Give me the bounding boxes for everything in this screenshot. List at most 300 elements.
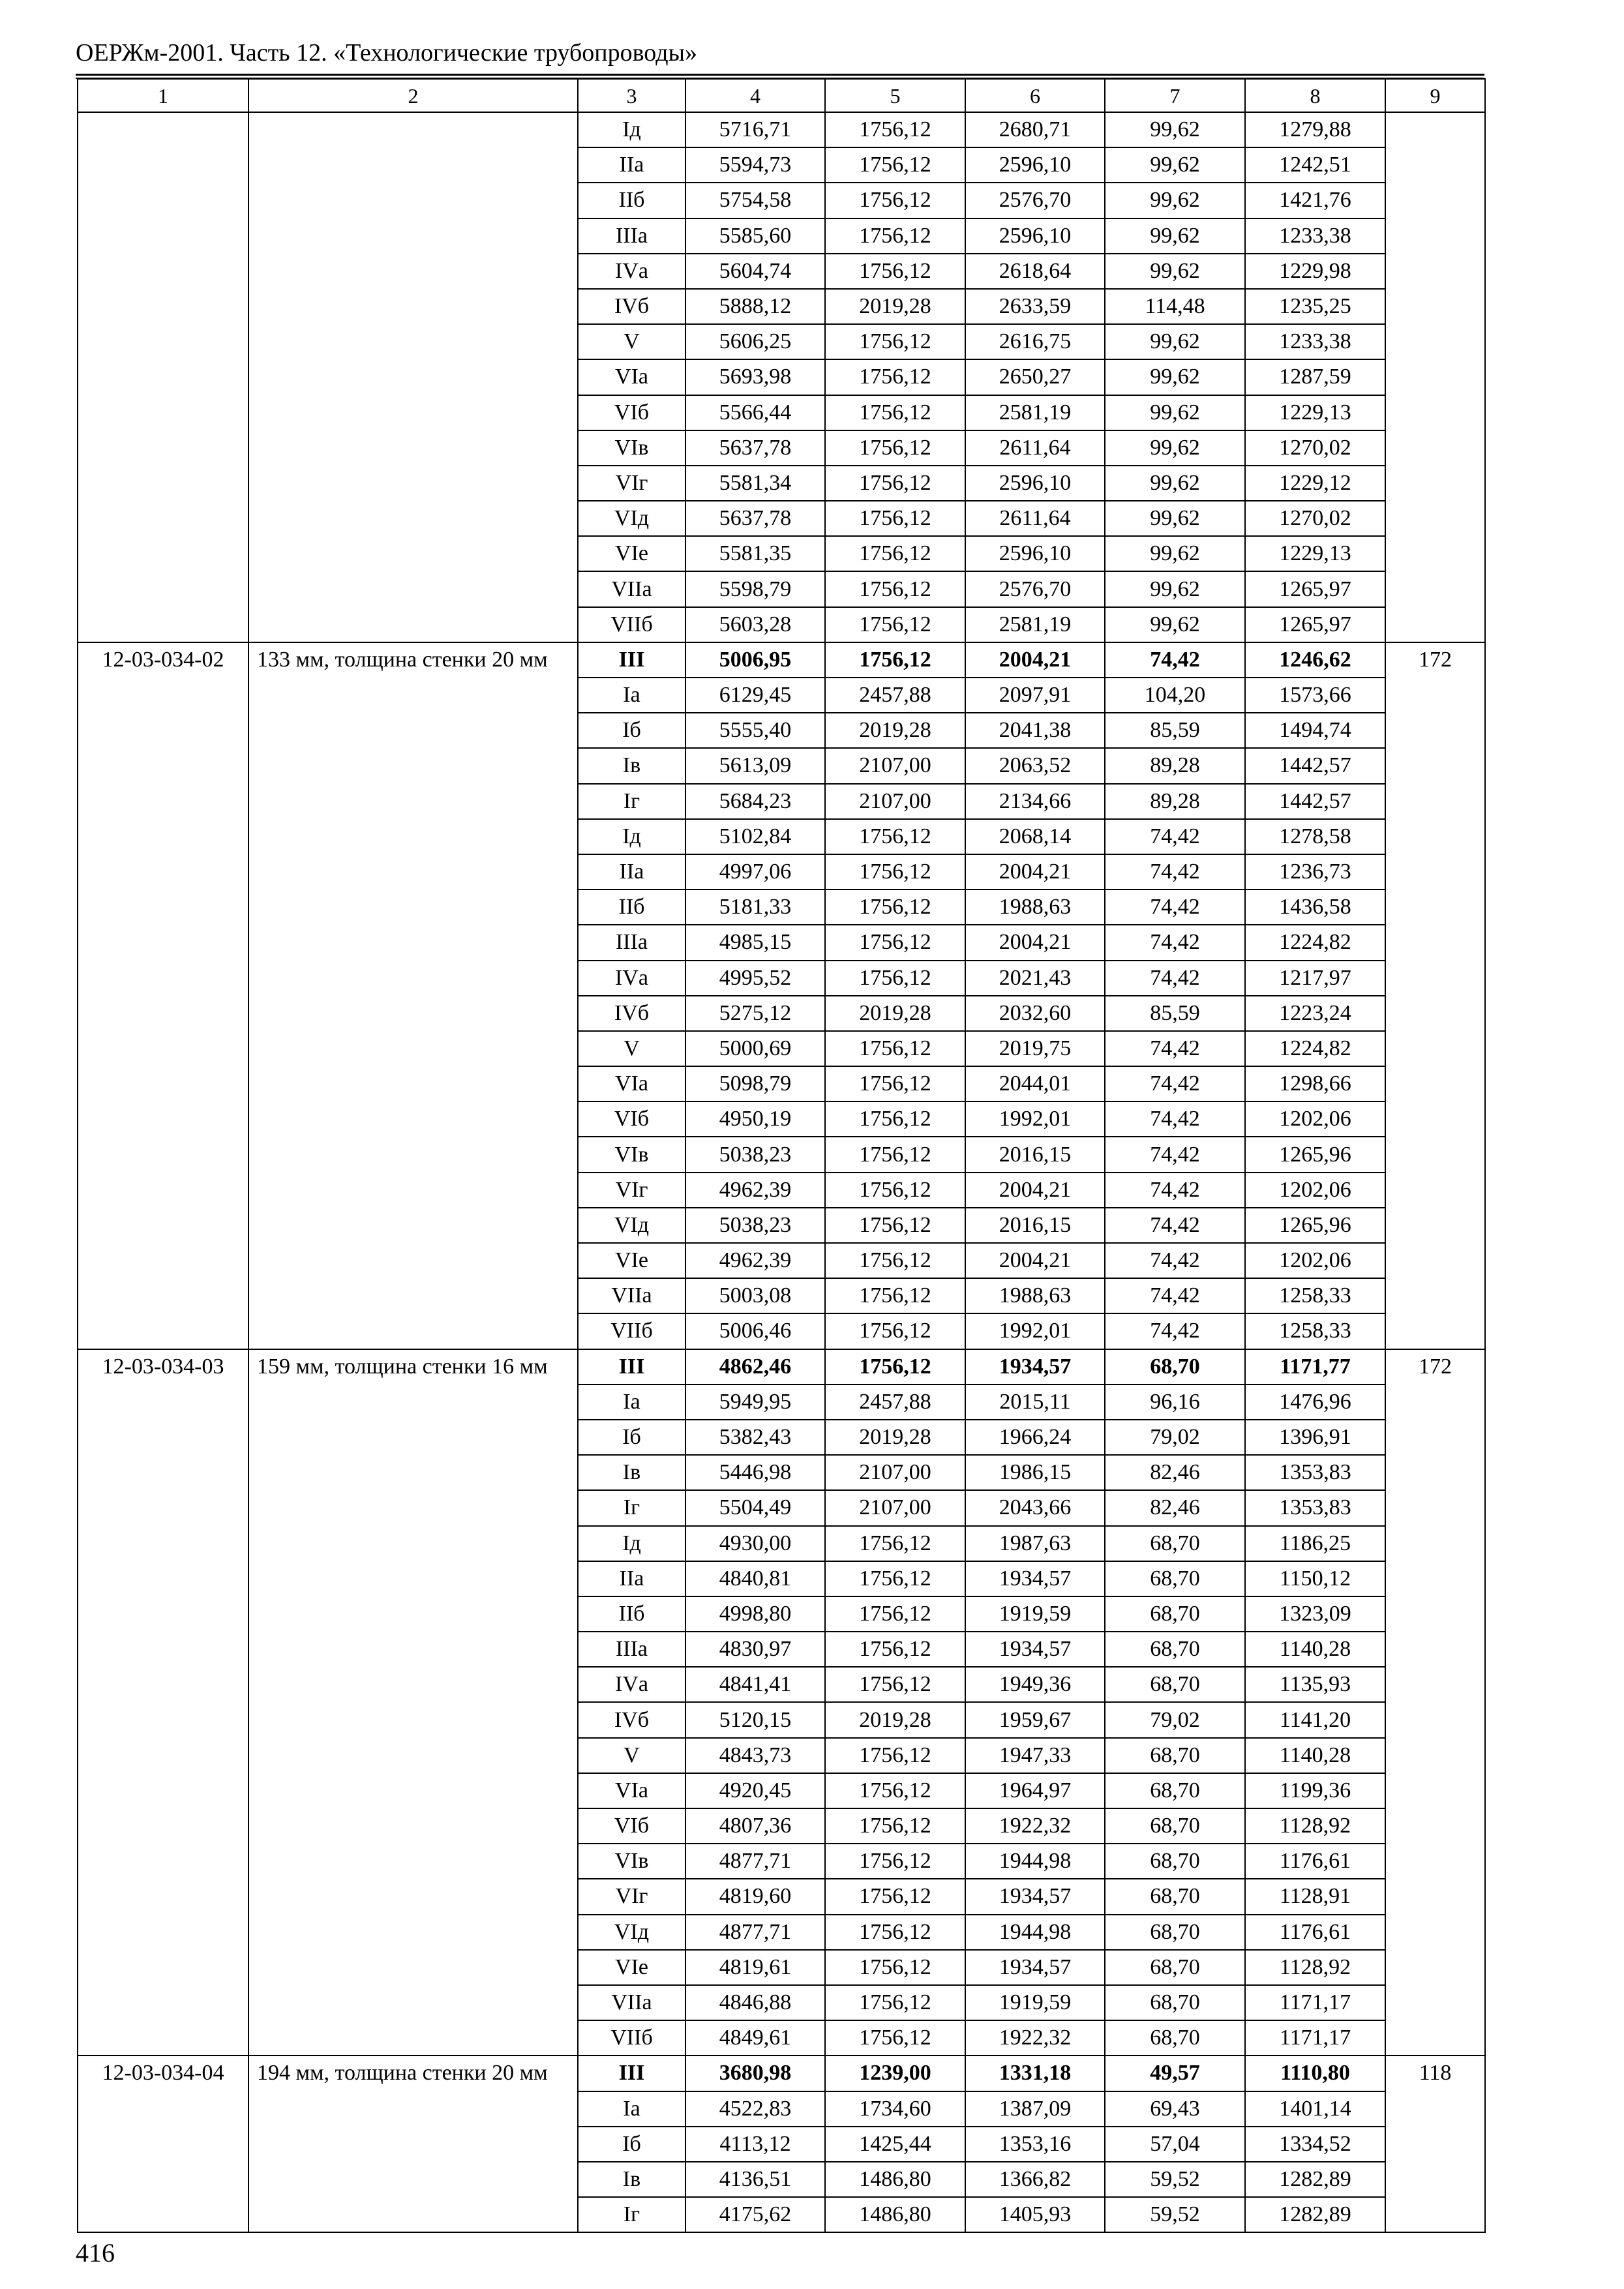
- machines-cell: 1992,01: [965, 1101, 1105, 1137]
- wages-cell: 1756,12: [825, 819, 965, 854]
- total-cost-cell: 5754,58: [685, 183, 825, 218]
- rate-code-cell: [78, 112, 248, 642]
- zone-cell: IIб: [578, 1596, 685, 1632]
- drivers-wages-cell: 68,70: [1105, 1808, 1245, 1844]
- wages-cell: 2107,00: [825, 1455, 965, 1490]
- machines-cell: 1966,24: [965, 1420, 1105, 1455]
- drivers-wages-cell: 68,70: [1105, 1773, 1245, 1808]
- materials-cell: 1396,91: [1245, 1420, 1385, 1455]
- wages-cell: 2019,28: [825, 1702, 965, 1737]
- total-cost-cell: 5613,09: [685, 748, 825, 783]
- zone-cell: VIв: [578, 1844, 685, 1879]
- machines-cell: 2044,01: [965, 1066, 1105, 1101]
- total-cost-cell: 4846,88: [685, 1985, 825, 2020]
- total-cost-cell: 5555,40: [685, 713, 825, 748]
- zone-cell: IIIа: [578, 925, 685, 960]
- zone-cell: Iг: [578, 1490, 685, 1525]
- wages-cell: 1756,12: [825, 1278, 965, 1313]
- zone-cell: VIб: [578, 1808, 685, 1844]
- column-number: 2: [248, 79, 578, 112]
- zone-cell: VIг: [578, 466, 685, 501]
- materials-cell: 1171,17: [1245, 1985, 1385, 2020]
- drivers-wages-cell: 99,62: [1105, 359, 1245, 395]
- total-cost-cell: 4113,12: [685, 2127, 825, 2162]
- total-cost-cell: 5504,49: [685, 1490, 825, 1525]
- machines-cell: 1986,15: [965, 1455, 1105, 1490]
- wages-cell: 1756,12: [825, 925, 965, 960]
- rates-table: [77, 78, 1486, 2233]
- drivers-wages-cell: 74,42: [1105, 890, 1245, 925]
- total-cost-cell: 5566,44: [685, 395, 825, 430]
- materials-cell: 1401,14: [1245, 2091, 1385, 2127]
- materials-cell: 1436,58: [1245, 890, 1385, 925]
- machines-cell: 1919,59: [965, 1985, 1105, 2020]
- machines-cell: 1919,59: [965, 1596, 1105, 1632]
- total-cost-cell: 5888,12: [685, 289, 825, 324]
- wages-cell: 1756,12: [825, 1066, 965, 1101]
- zone-cell: VIд: [578, 501, 685, 536]
- drivers-wages-cell: 57,04: [1105, 2127, 1245, 2162]
- zone-cell: IIб: [578, 890, 685, 925]
- machines-cell: 2016,15: [965, 1137, 1105, 1172]
- materials-cell: 1229,12: [1245, 466, 1385, 501]
- wages-cell: 2107,00: [825, 1490, 965, 1525]
- machines-cell: 2068,14: [965, 819, 1105, 854]
- machines-cell: 2596,10: [965, 536, 1105, 571]
- drivers-wages-cell: 89,28: [1105, 784, 1245, 819]
- materials-cell: 1217,97: [1245, 961, 1385, 996]
- zone-cell: VIв: [578, 1137, 685, 1172]
- drivers-wages-cell: 68,70: [1105, 1349, 1245, 1384]
- wages-cell: 1756,12: [825, 1773, 965, 1808]
- drivers-wages-cell: 114,48: [1105, 289, 1245, 324]
- drivers-wages-cell: 74,42: [1105, 961, 1245, 996]
- wages-cell: 1756,12: [825, 1879, 965, 1914]
- total-cost-cell: 4985,15: [685, 925, 825, 960]
- materials-cell: 1229,98: [1245, 254, 1385, 289]
- running-header: ОЕРЖм-2001. Часть 12. «Технологические трубопроводы»: [76, 39, 698, 67]
- materials-cell: 1573,66: [1245, 678, 1385, 713]
- zone-cell: Iа: [578, 678, 685, 713]
- wages-cell: 1756,12: [825, 1667, 965, 1702]
- zone-cell: III: [578, 2056, 685, 2091]
- machines-cell: 2004,21: [965, 1173, 1105, 1208]
- materials-cell: 1242,51: [1245, 147, 1385, 183]
- materials-cell: 1265,96: [1245, 1208, 1385, 1243]
- column-number: 5: [825, 79, 965, 112]
- zone-cell: Iб: [578, 2127, 685, 2162]
- materials-cell: 1279,88: [1245, 112, 1385, 147]
- wages-cell: 1756,12: [825, 1173, 965, 1208]
- zone-cell: VIд: [578, 1915, 685, 1950]
- drivers-wages-cell: 74,42: [1105, 925, 1245, 960]
- machines-cell: 1405,93: [965, 2197, 1105, 2232]
- total-cost-cell: 5006,95: [685, 642, 825, 678]
- wages-cell: 1756,12: [825, 1137, 965, 1172]
- zone-cell: IVа: [578, 961, 685, 996]
- total-cost-cell: 4841,41: [685, 1667, 825, 1702]
- wages-cell: 2019,28: [825, 1420, 965, 1455]
- materials-cell: 1282,89: [1245, 2162, 1385, 2197]
- drivers-wages-cell: 99,62: [1105, 183, 1245, 218]
- drivers-wages-cell: 99,62: [1105, 536, 1245, 571]
- wages-cell: 1756,12: [825, 254, 965, 289]
- machines-cell: 2611,64: [965, 430, 1105, 466]
- machines-cell: 1934,57: [965, 1879, 1105, 1914]
- total-cost-cell: 5038,23: [685, 1208, 825, 1243]
- total-cost-cell: 4840,81: [685, 1561, 825, 1596]
- wages-cell: 1486,80: [825, 2197, 965, 2232]
- total-cost-cell: 5102,84: [685, 819, 825, 854]
- drivers-wages-cell: 99,62: [1105, 501, 1245, 536]
- total-cost-cell: 5581,35: [685, 536, 825, 571]
- description-cell: 159 мм, толщина стенки 16 мм: [248, 1349, 578, 2056]
- machines-cell: 2633,59: [965, 289, 1105, 324]
- machines-cell: 1934,57: [965, 1561, 1105, 1596]
- description-cell: [248, 112, 578, 642]
- materials-cell: 1140,28: [1245, 1632, 1385, 1667]
- drivers-wages-cell: 68,70: [1105, 1879, 1245, 1914]
- zone-cell: VIе: [578, 1243, 685, 1278]
- wages-cell: 1756,12: [825, 430, 965, 466]
- wages-cell: 1756,12: [825, 1808, 965, 1844]
- machines-cell: 2032,60: [965, 996, 1105, 1031]
- quantity-cell: 118: [1385, 2056, 1485, 2232]
- materials-cell: 1476,96: [1245, 1384, 1385, 1420]
- machines-cell: 1387,09: [965, 2091, 1105, 2127]
- total-cost-cell: 5098,79: [685, 1066, 825, 1101]
- zone-cell: Iб: [578, 1420, 685, 1455]
- total-cost-cell: 5949,95: [685, 1384, 825, 1420]
- total-cost-cell: 5604,74: [685, 254, 825, 289]
- materials-cell: 1223,24: [1245, 996, 1385, 1031]
- quantity-cell: 172: [1385, 1349, 1485, 2056]
- total-cost-cell: 4522,83: [685, 2091, 825, 2127]
- machines-cell: 2063,52: [965, 748, 1105, 783]
- drivers-wages-cell: 74,42: [1105, 1066, 1245, 1101]
- wages-cell: 1756,12: [825, 1243, 965, 1278]
- materials-cell: 1258,33: [1245, 1313, 1385, 1349]
- wages-cell: 1756,12: [825, 890, 965, 925]
- wages-cell: 1756,12: [825, 961, 965, 996]
- total-cost-cell: 5585,60: [685, 218, 825, 254]
- wages-cell: 2457,88: [825, 1384, 965, 1420]
- wages-cell: 1756,12: [825, 501, 965, 536]
- table-body: [78, 79, 1485, 2232]
- drivers-wages-cell: 68,70: [1105, 1667, 1245, 1702]
- wages-cell: 1425,44: [825, 2127, 965, 2162]
- materials-cell: 1128,91: [1245, 1879, 1385, 1914]
- wages-cell: 2107,00: [825, 748, 965, 783]
- drivers-wages-cell: 68,70: [1105, 2020, 1245, 2056]
- description-cell: 194 мм, толщина стенки 20 мм: [248, 2056, 578, 2232]
- total-cost-cell: 4920,45: [685, 1773, 825, 1808]
- machines-cell: 1934,57: [965, 1349, 1105, 1384]
- wages-cell: 2019,28: [825, 713, 965, 748]
- zone-cell: VIв: [578, 430, 685, 466]
- zone-cell: VIг: [578, 1879, 685, 1914]
- zone-cell: VIб: [578, 1101, 685, 1137]
- wages-cell: 1756,12: [825, 218, 965, 254]
- zone-cell: VIIб: [578, 607, 685, 642]
- machines-cell: 1922,32: [965, 2020, 1105, 2056]
- drivers-wages-cell: 68,70: [1105, 1561, 1245, 1596]
- total-cost-cell: 4862,46: [685, 1349, 825, 1384]
- materials-cell: 1186,25: [1245, 1526, 1385, 1561]
- materials-cell: 1141,20: [1245, 1702, 1385, 1737]
- materials-cell: 1176,61: [1245, 1844, 1385, 1879]
- materials-cell: 1176,61: [1245, 1915, 1385, 1950]
- machines-cell: 2134,66: [965, 784, 1105, 819]
- total-cost-cell: 5382,43: [685, 1420, 825, 1455]
- drivers-wages-cell: 82,46: [1105, 1455, 1245, 1490]
- zone-cell: IIа: [578, 147, 685, 183]
- total-cost-cell: 5716,71: [685, 112, 825, 147]
- drivers-wages-cell: 74,42: [1105, 1313, 1245, 1349]
- materials-cell: 1353,83: [1245, 1490, 1385, 1525]
- total-cost-cell: 4819,61: [685, 1950, 825, 1985]
- wages-cell: 2107,00: [825, 784, 965, 819]
- materials-cell: 1442,57: [1245, 784, 1385, 819]
- zone-cell: VIе: [578, 536, 685, 571]
- machines-cell: 1934,57: [965, 1950, 1105, 1985]
- materials-cell: 1202,06: [1245, 1101, 1385, 1137]
- drivers-wages-cell: 74,42: [1105, 1278, 1245, 1313]
- rate-code-cell: 12-03-034-04: [78, 2056, 248, 2232]
- wages-cell: 1756,12: [825, 642, 965, 678]
- materials-cell: 1323,09: [1245, 1596, 1385, 1632]
- total-cost-cell: 5181,33: [685, 890, 825, 925]
- wages-cell: 1239,00: [825, 2056, 965, 2091]
- zone-cell: Iв: [578, 2162, 685, 2197]
- drivers-wages-cell: 69,43: [1105, 2091, 1245, 2127]
- wages-cell: 1756,12: [825, 1844, 965, 1879]
- drivers-wages-cell: 79,02: [1105, 1420, 1245, 1455]
- wages-cell: 1756,12: [825, 1950, 965, 1985]
- drivers-wages-cell: 68,70: [1105, 1632, 1245, 1667]
- machines-cell: 1922,32: [965, 1808, 1105, 1844]
- machines-cell: 2004,21: [965, 642, 1105, 678]
- zone-cell: V: [578, 324, 685, 359]
- materials-cell: 1494,74: [1245, 713, 1385, 748]
- machines-cell: 2611,64: [965, 501, 1105, 536]
- drivers-wages-cell: 74,42: [1105, 1173, 1245, 1208]
- machines-cell: 2576,70: [965, 183, 1105, 218]
- zone-cell: V: [578, 1738, 685, 1773]
- wages-cell: 1486,80: [825, 2162, 965, 2197]
- total-cost-cell: 5598,79: [685, 571, 825, 606]
- total-cost-cell: 5606,25: [685, 324, 825, 359]
- drivers-wages-cell: 49,57: [1105, 2056, 1245, 2091]
- total-cost-cell: 6129,45: [685, 678, 825, 713]
- zone-cell: VIа: [578, 359, 685, 395]
- table-row: [78, 112, 1485, 147]
- materials-cell: 1128,92: [1245, 1950, 1385, 1985]
- wages-cell: 1756,12: [825, 1208, 965, 1243]
- wages-cell: 1756,12: [825, 1031, 965, 1066]
- materials-cell: 1202,06: [1245, 1243, 1385, 1278]
- zone-cell: Iг: [578, 784, 685, 819]
- quantity-cell: [1385, 112, 1485, 642]
- materials-cell: 1229,13: [1245, 536, 1385, 571]
- machines-cell: 2097,91: [965, 678, 1105, 713]
- machines-cell: 1959,67: [965, 1702, 1105, 1737]
- zone-cell: Iб: [578, 713, 685, 748]
- materials-cell: 1442,57: [1245, 748, 1385, 783]
- materials-cell: 1287,59: [1245, 359, 1385, 395]
- materials-cell: 1265,97: [1245, 607, 1385, 642]
- machines-cell: 1949,36: [965, 1667, 1105, 1702]
- wages-cell: 1756,12: [825, 536, 965, 571]
- drivers-wages-cell: 74,42: [1105, 819, 1245, 854]
- zone-cell: VIIб: [578, 1313, 685, 1349]
- machines-cell: 2581,19: [965, 607, 1105, 642]
- total-cost-cell: 5693,98: [685, 359, 825, 395]
- zone-cell: VIб: [578, 395, 685, 430]
- machines-cell: 2019,75: [965, 1031, 1105, 1066]
- zone-cell: IIа: [578, 854, 685, 890]
- materials-cell: 1334,52: [1245, 2127, 1385, 2162]
- machines-cell: 1987,63: [965, 1526, 1105, 1561]
- machines-cell: 2576,70: [965, 571, 1105, 606]
- drivers-wages-cell: 99,62: [1105, 218, 1245, 254]
- total-cost-cell: 5684,23: [685, 784, 825, 819]
- materials-cell: 1246,62: [1245, 642, 1385, 678]
- materials-cell: 1265,97: [1245, 571, 1385, 606]
- wages-cell: 1756,12: [825, 1313, 965, 1349]
- wages-cell: 1756,12: [825, 1915, 965, 1950]
- total-cost-cell: 5120,15: [685, 1702, 825, 1737]
- total-cost-cell: 4877,71: [685, 1844, 825, 1879]
- zone-cell: VIа: [578, 1773, 685, 1808]
- column-number: 6: [965, 79, 1105, 112]
- table-row: [78, 2056, 1485, 2091]
- wages-cell: 1756,12: [825, 359, 965, 395]
- drivers-wages-cell: 99,62: [1105, 466, 1245, 501]
- wages-cell: 1756,12: [825, 571, 965, 606]
- total-cost-cell: 5006,46: [685, 1313, 825, 1349]
- total-cost-cell: 5581,34: [685, 466, 825, 501]
- zone-cell: III: [578, 1349, 685, 1384]
- table-row: [78, 642, 1485, 678]
- zone-cell: VIIа: [578, 1278, 685, 1313]
- zone-cell: IVб: [578, 996, 685, 1031]
- machines-cell: 2004,21: [965, 1243, 1105, 1278]
- total-cost-cell: 5603,28: [685, 607, 825, 642]
- machines-cell: 1366,82: [965, 2162, 1105, 2197]
- drivers-wages-cell: 74,42: [1105, 1137, 1245, 1172]
- drivers-wages-cell: 99,62: [1105, 324, 1245, 359]
- machines-cell: 1964,97: [965, 1773, 1105, 1808]
- total-cost-cell: 3680,98: [685, 2056, 825, 2091]
- machines-cell: 1934,57: [965, 1632, 1105, 1667]
- machines-cell: 2616,75: [965, 324, 1105, 359]
- total-cost-cell: 4877,71: [685, 1915, 825, 1950]
- zone-cell: VIд: [578, 1208, 685, 1243]
- total-cost-cell: 5000,69: [685, 1031, 825, 1066]
- total-cost-cell: 4998,80: [685, 1596, 825, 1632]
- wages-cell: 1756,12: [825, 112, 965, 147]
- materials-cell: 1202,06: [1245, 1173, 1385, 1208]
- zone-cell: Iв: [578, 748, 685, 783]
- materials-cell: 1233,38: [1245, 324, 1385, 359]
- zone-cell: Iг: [578, 2197, 685, 2232]
- wages-cell: 1734,60: [825, 2091, 965, 2127]
- total-cost-cell: 5003,08: [685, 1278, 825, 1313]
- machines-cell: 2043,66: [965, 1490, 1105, 1525]
- drivers-wages-cell: 59,52: [1105, 2162, 1245, 2197]
- wages-cell: 1756,12: [825, 1596, 965, 1632]
- wages-cell: 2019,28: [825, 289, 965, 324]
- wages-cell: 1756,12: [825, 1349, 965, 1384]
- wages-cell: 1756,12: [825, 2020, 965, 2056]
- total-cost-cell: 4962,39: [685, 1243, 825, 1278]
- drivers-wages-cell: 99,62: [1105, 254, 1245, 289]
- materials-cell: 1265,96: [1245, 1137, 1385, 1172]
- wages-cell: 2019,28: [825, 996, 965, 1031]
- materials-cell: 1199,36: [1245, 1773, 1385, 1808]
- wages-cell: 1756,12: [825, 607, 965, 642]
- materials-cell: 1270,02: [1245, 501, 1385, 536]
- drivers-wages-cell: 99,62: [1105, 430, 1245, 466]
- total-cost-cell: 5594,73: [685, 147, 825, 183]
- total-cost-cell: 4830,97: [685, 1632, 825, 1667]
- total-cost-cell: 4997,06: [685, 854, 825, 890]
- rate-code-cell: 12-03-034-02: [78, 642, 248, 1349]
- zone-cell: IVа: [578, 254, 685, 289]
- materials-cell: 1258,33: [1245, 1278, 1385, 1313]
- zone-cell: Iв: [578, 1455, 685, 1490]
- machines-cell: 2596,10: [965, 466, 1105, 501]
- drivers-wages-cell: 74,42: [1105, 1208, 1245, 1243]
- wages-cell: 1756,12: [825, 1632, 965, 1667]
- zone-cell: VIIа: [578, 571, 685, 606]
- materials-cell: 1224,82: [1245, 1031, 1385, 1066]
- total-cost-cell: 4175,62: [685, 2197, 825, 2232]
- wages-cell: 1756,12: [825, 854, 965, 890]
- drivers-wages-cell: 74,42: [1105, 1031, 1245, 1066]
- materials-cell: 1229,13: [1245, 395, 1385, 430]
- materials-cell: 1233,38: [1245, 218, 1385, 254]
- drivers-wages-cell: 99,62: [1105, 395, 1245, 430]
- zone-cell: III: [578, 642, 685, 678]
- total-cost-cell: 5038,23: [685, 1137, 825, 1172]
- machines-cell: 2041,38: [965, 713, 1105, 748]
- zone-cell: V: [578, 1031, 685, 1066]
- total-cost-cell: 4843,73: [685, 1738, 825, 1773]
- materials-cell: 1224,82: [1245, 925, 1385, 960]
- zone-cell: Iд: [578, 1526, 685, 1561]
- zone-cell: IVб: [578, 289, 685, 324]
- zone-cell: IIIа: [578, 1632, 685, 1667]
- drivers-wages-cell: 89,28: [1105, 748, 1245, 783]
- materials-cell: 1135,93: [1245, 1667, 1385, 1702]
- wages-cell: 1756,12: [825, 1101, 965, 1137]
- column-number: 7: [1105, 79, 1245, 112]
- total-cost-cell: 4962,39: [685, 1173, 825, 1208]
- drivers-wages-cell: 104,20: [1105, 678, 1245, 713]
- total-cost-cell: 4995,52: [685, 961, 825, 996]
- wages-cell: 1756,12: [825, 1738, 965, 1773]
- machines-cell: 2596,10: [965, 147, 1105, 183]
- zone-cell: VIг: [578, 1173, 685, 1208]
- drivers-wages-cell: 99,62: [1105, 112, 1245, 147]
- drivers-wages-cell: 99,62: [1105, 571, 1245, 606]
- zone-cell: VIа: [578, 1066, 685, 1101]
- total-cost-cell: 4950,19: [685, 1101, 825, 1137]
- machines-cell: 1353,16: [965, 2127, 1105, 2162]
- quantity-cell: 172: [1385, 642, 1485, 1349]
